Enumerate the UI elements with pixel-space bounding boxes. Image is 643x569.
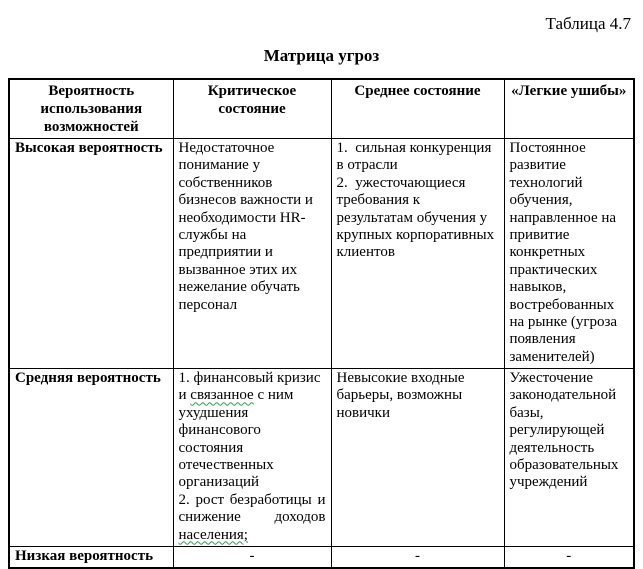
numbered-item — [179, 370, 326, 492]
numbered-item: 2. ужесточающиеся требования к результатам обучения у крупных корпоративных клиентов — [336, 174, 498, 261]
header-cell-probability: Вероятность использования возможностей — [9, 79, 173, 139]
table-title: Матрица угроз — [263, 46, 380, 65]
numbered-item: 1. сильная конкуренция в отрасли — [336, 140, 496, 174]
header-cell-light: «Легкие ушибы» — [504, 79, 634, 139]
cell-medium-light — [504, 369, 634, 547]
grammar-flagged-word: населения; — [178, 526, 248, 543]
cell-text: 2. рост безработицы и снижение доходов — [178, 491, 326, 526]
numbered-item — [179, 492, 326, 544]
table-row-low-probability — [9, 546, 634, 568]
threat-matrix-table — [8, 78, 635, 569]
cell-high-medium — [331, 139, 504, 369]
cell-text: 1. финансовый кризис и — [178, 370, 321, 404]
table-caption: Таблица 4.7 — [545, 14, 631, 33]
cell-low-critical: - — [173, 546, 331, 568]
table-row-medium-probability — [9, 369, 634, 547]
cell-text: Ужесточение законодательной базы, регулирующей деятельность образовательных учреждений — [509, 370, 619, 491]
row-label-high-probability: Высокая вероятность — [9, 139, 173, 369]
header-cell-medium: Среднее состояние — [331, 79, 504, 139]
header-row — [9, 79, 634, 139]
cell-text: Невысокие входные барьеры, возможны новички — [336, 370, 465, 421]
cell-text: Недостаточное понимание у собственников бизнесов важности и необходимости HR-службы на предприятии и вызванное этих их нежелание обучать персонал — [178, 140, 313, 313]
grammar-flagged-word: связанное — [190, 387, 254, 404]
row-label-medium-probability: Средняя вероятность — [9, 369, 173, 547]
cell-text: Постоянное развитие технологий обучения, направленное на привитие конкретных практических навыков, востребованных на рынке (угроза появления заменителей) — [509, 140, 618, 365]
cell-medium-critical — [173, 369, 331, 547]
cell-text: с ним ухудшения финансового состояния отечественных организаций — [178, 387, 294, 491]
cell-high-light — [504, 139, 634, 369]
cell-low-light: - — [504, 546, 634, 568]
table-row-high-probability — [9, 139, 634, 369]
cell-high-critical — [173, 139, 331, 369]
row-label-low-probability: Низкая вероятность — [9, 546, 173, 568]
cell-low-medium: - — [331, 546, 504, 568]
cell-medium-medium — [331, 369, 504, 547]
header-cell-critical: Критическое состояние — [173, 79, 331, 139]
